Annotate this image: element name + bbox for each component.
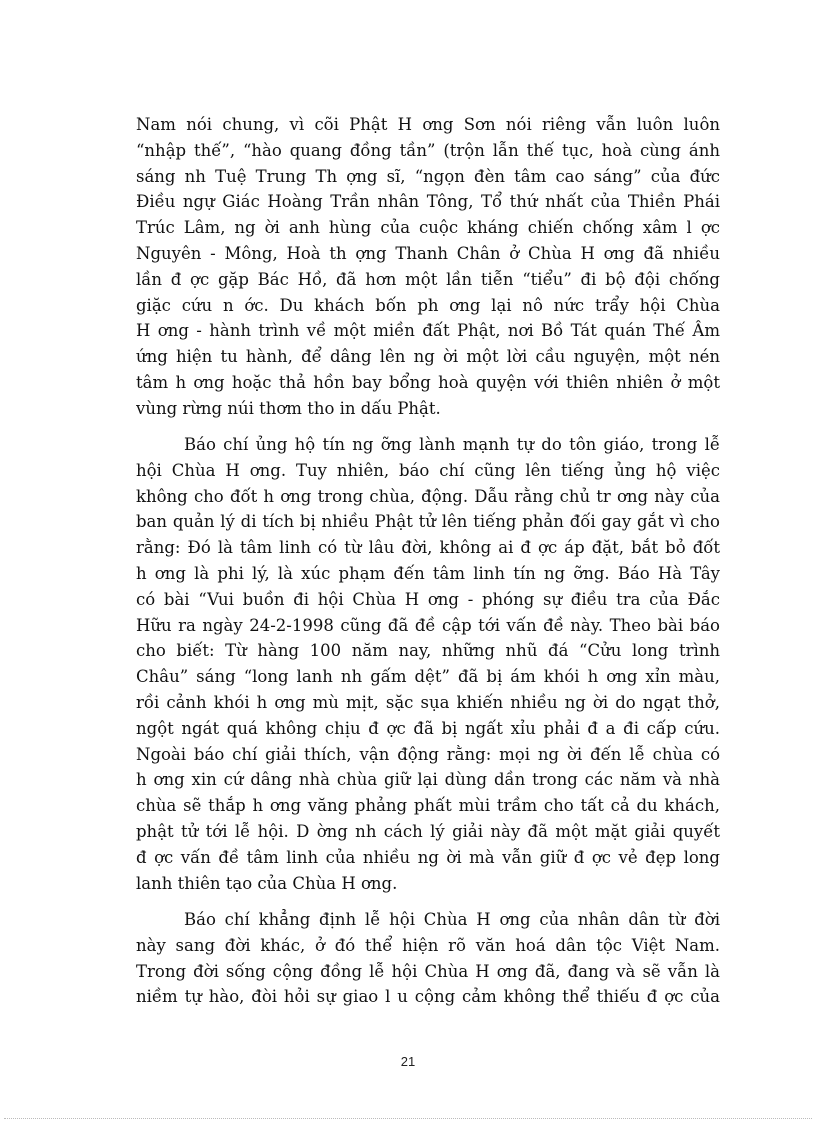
text-line: ngột ngát quá không chịu đ ợc đã bị ngất xỉu phải đ a đi cấp cứu. [136, 718, 720, 738]
text-line: hội Chùa H ơng. Tuy nhiên, báo chí cũng lên tiếng ủng hộ việc [136, 460, 720, 480]
text-line: chùa sẽ thắp h ơng văng phảng phất mùi trầm cho tất cả du khách, [136, 796, 720, 816]
text-line: h ơng xin cứ dâng nhà chùa giữ lại dùng dần trong các năm và nhà [136, 770, 720, 790]
page-bottom-divider [4, 1118, 812, 1119]
text-line: Điều ngự Giác Hoàng Trần nhân Tông, Tổ thứ nhất của Thiền Phái [136, 192, 720, 212]
text-line: niềm tự hào, đòi hỏi sự giao l u cộng cảm không thể thiếu đ ợc của [136, 987, 720, 1007]
text-line: Nam nói chung, vì cõi Phật H ơng Sơn nói riêng vẫn luôn luôn [136, 115, 720, 134]
text-line: Trúc Lâm, ng ời anh hùng của cuộc kháng chiến chống xâm l ợc [136, 218, 720, 238]
paragraph-2 [136, 432, 720, 896]
text-line: có bài “Vui buồn đi hội Chùa H ơng - phóng sự điều tra của Đắc [136, 589, 720, 609]
text-line: rằng: Đó là tâm linh có từ lâu đời, không ai đ ợc áp đặt, bắt bỏ đốt [136, 538, 720, 558]
text-line: lần đ ợc gặp Bác Hồ, đã hơn một lần tiễn “tiểu” đi bộ đội chống [136, 269, 720, 289]
paragraph-1 [136, 112, 720, 422]
paragraph-3 [136, 907, 720, 1010]
text-line: sáng nh Tuệ Trung Th ợng sĩ, “ngọn đèn tâm cao sáng” của đức [136, 166, 720, 186]
text-line: rồi cảnh khói h ơng mù mịt, sặc sụa khiến nhiều ng ời do ngạt thở, [136, 692, 720, 712]
text-line: h ơng là phi lý, là xúc phạm đến tâm linh tín ng ỡng. Báo Hà Tây [136, 563, 720, 583]
text-line: Ngoài báo chí giải thích, vận động rằng: mọi ng ời đến lễ chùa có [136, 744, 720, 764]
text-line: này sang đời khác, ở đó thể hiện rõ văn hoá dân tộc Việt Nam. [136, 935, 720, 955]
text-line: vùng rừng núi thơm tho in dấu Phật. [136, 398, 441, 418]
text-line: Nguyên - Mông, Hoà th ợng Thanh Chân ở Chùa H ơng đã nhiều [136, 243, 720, 263]
page-number: 21 [400, 1054, 416, 1069]
text-line: H ơng - hành trình về một miền đất Phật, nơi Bồ Tát quán Thế Âm [136, 321, 720, 341]
text-line: ban quản lý di tích bị nhiều Phật tử lên tiếng phản đối gay gắt vì cho [136, 512, 720, 532]
text-line: cho biết: Từ hàng 100 năm nay, những nhũ đá “Cửu long trình [136, 641, 720, 661]
text-line: Hữu ra ngày 24-2-1998 cũng đã đề cập tới vấn đề này. Theo bài báo [136, 615, 720, 635]
text-line: ứng hiện tu hành, để dâng lên ng ời một lời cầu nguyện, một nén [136, 347, 720, 367]
text-line: không cho đốt h ơng trong chùa, động. Dẫu rằng chủ tr ơng này của [136, 486, 720, 506]
text-line: giặc cứu n ớc. Du khách bốn ph ơng lại nô nức trẩy hội Chùa [136, 295, 720, 315]
text-line: Châu” sáng “long lanh nh gấm dệt” đã bị ám khói h ơng xỉn màu, [136, 667, 720, 687]
text-line: tâm h ơng hoặc thả hồn bay bổng hoà quyện với thiên nhiên ở một [136, 372, 720, 392]
text-line: Trong đời sống cộng đồng lễ hội Chùa H ơng đã, đang và sẽ vẫn là [136, 961, 720, 981]
text-line: Báo chí ủng hộ tín ng ỡng lành mạnh tự do tôn giáo, trong lễ [184, 435, 720, 454]
text-line: “nhập thế”, “hào quang đồng tần” (trộn lẫn thế tục, hoà cùng ánh [136, 140, 720, 160]
text-line: Báo chí khẳng định lễ hội Chùa H ơng của nhân dân từ đời [184, 910, 720, 929]
text-line: lanh thiên tạo của Chùa H ơng. [136, 873, 398, 893]
text-line: đ ợc vấn đề tâm linh của nhiều ng ời mà vẫn giữ đ ợc vẻ đẹp long [136, 847, 720, 867]
text-line: phật tử tới lễ hội. D ờng nh cách lý giải này đã một mặt giải quyết [136, 821, 720, 841]
